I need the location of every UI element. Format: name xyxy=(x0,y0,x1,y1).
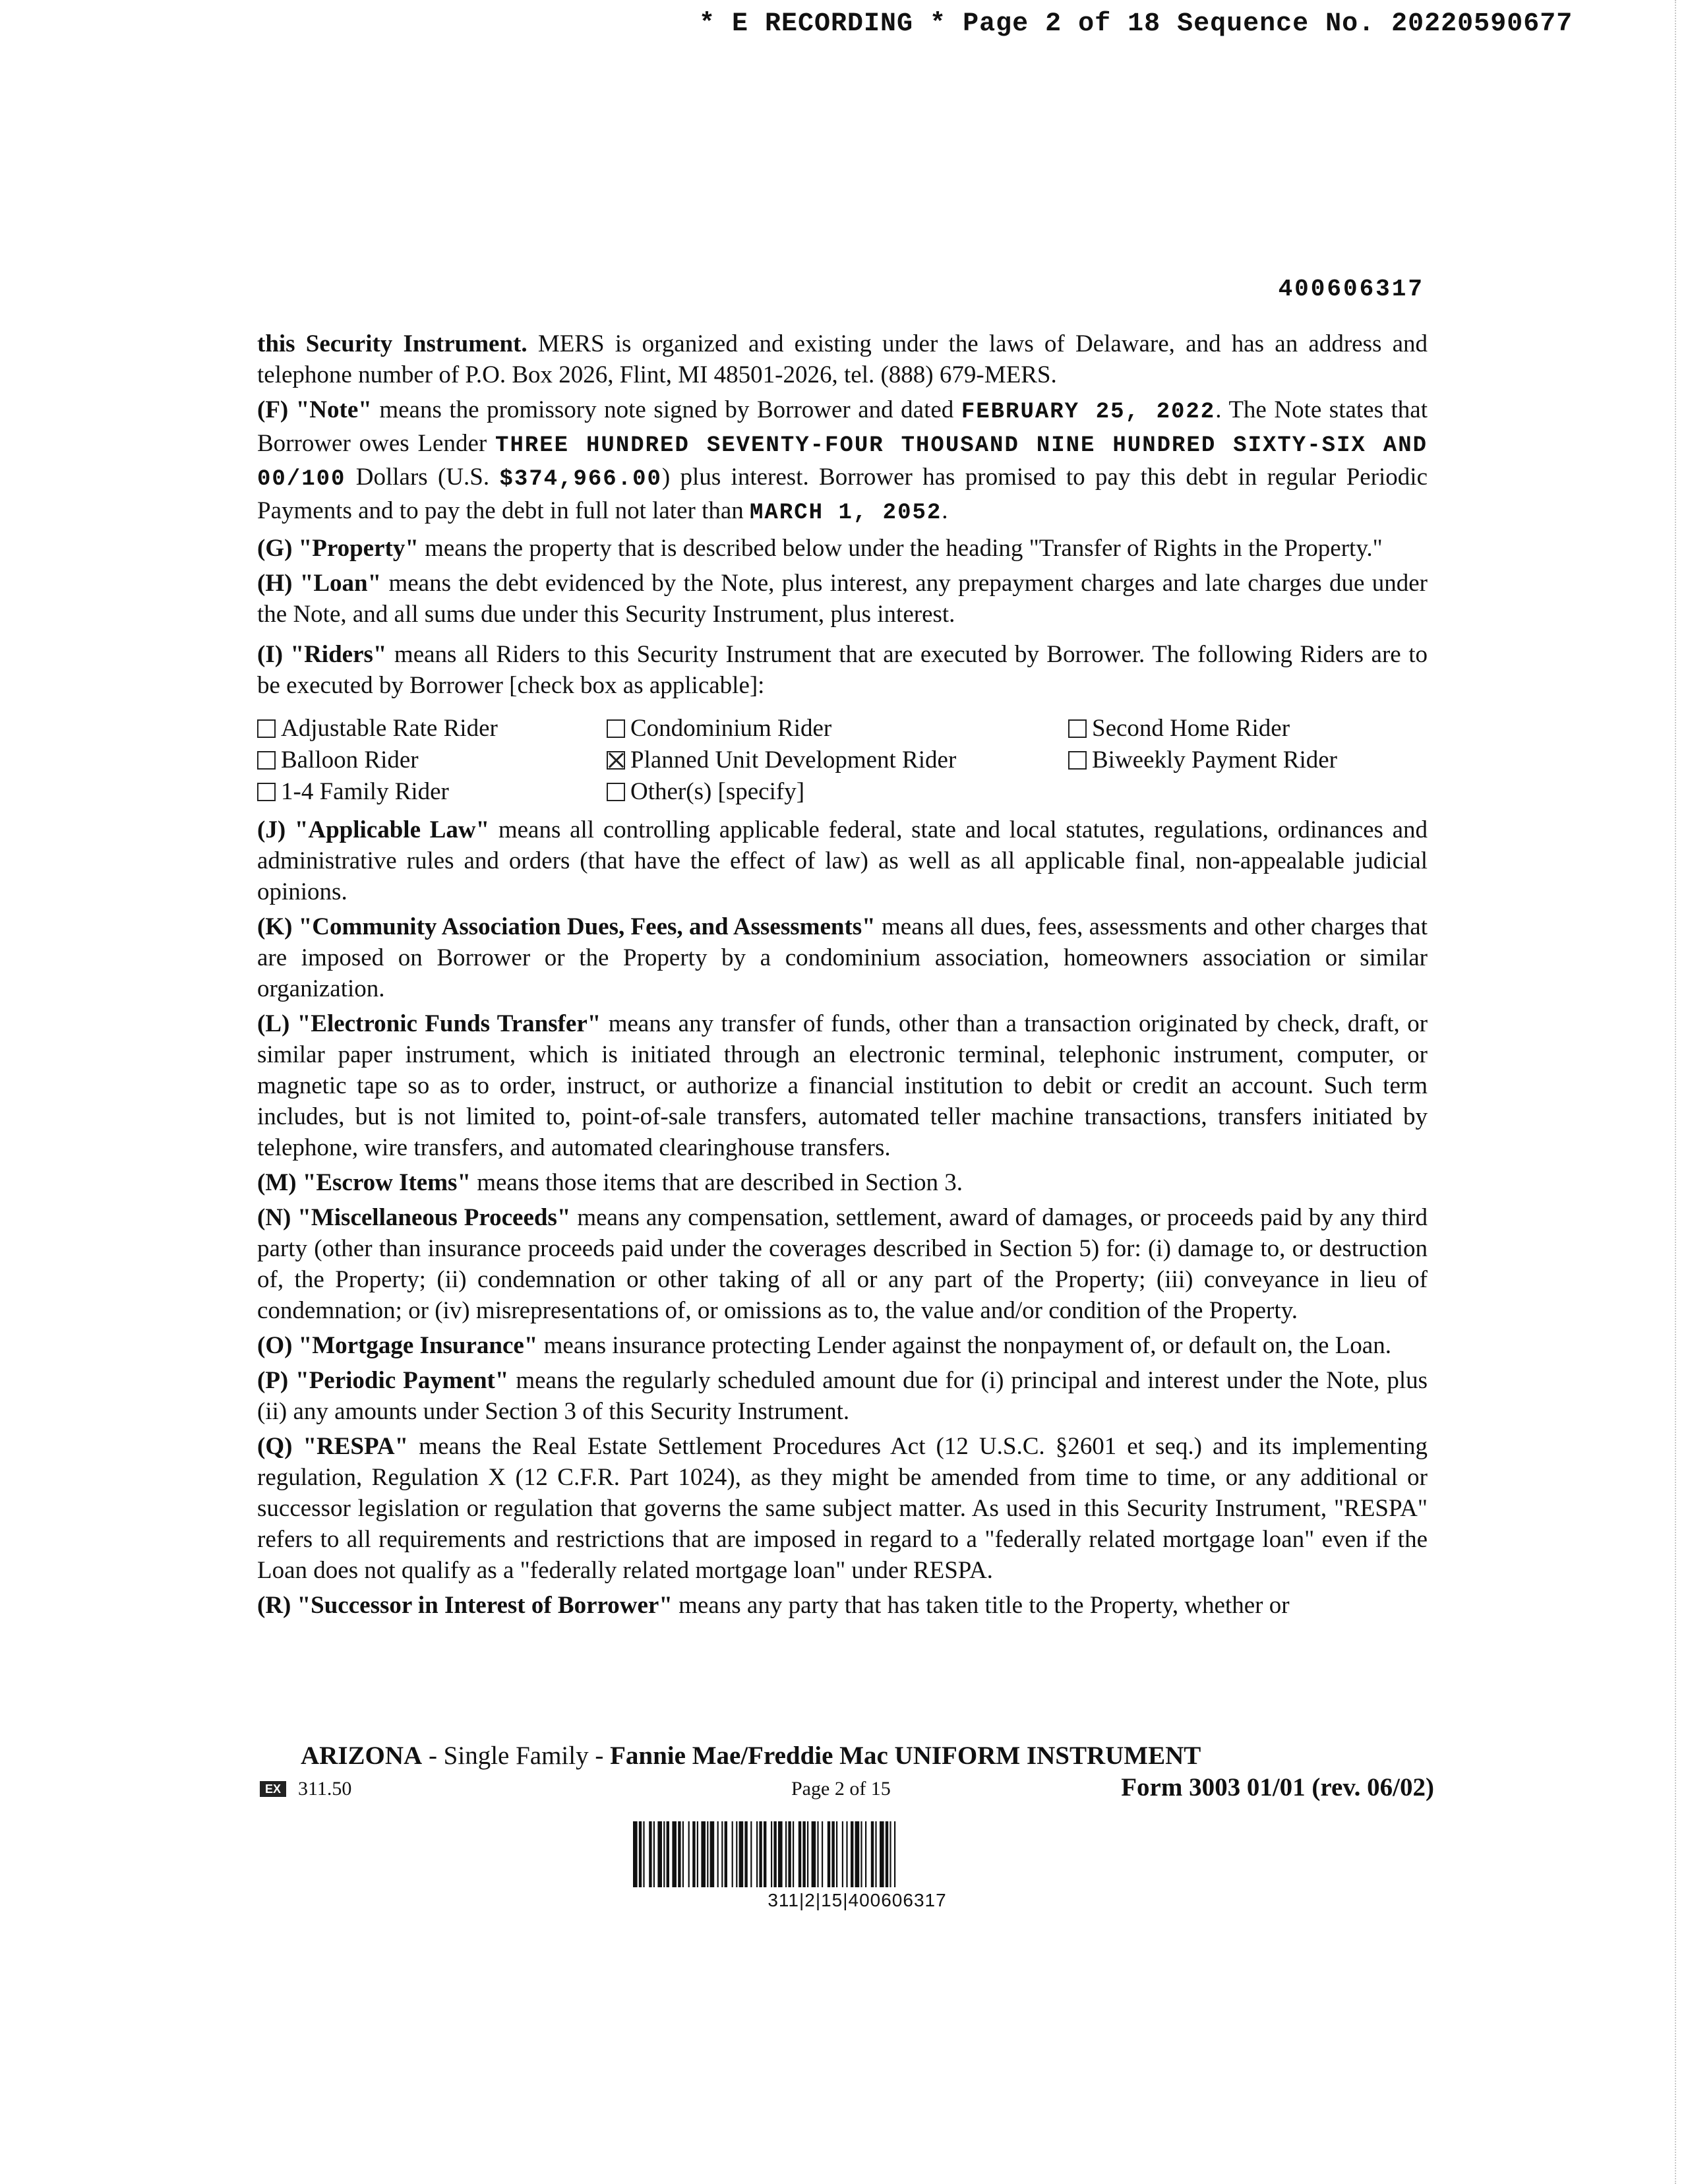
rider-label: Balloon Rider xyxy=(281,746,419,774)
checkbox-icon xyxy=(257,783,276,801)
applicable-law-label: (J) "Applicable Law" xyxy=(257,816,490,843)
rider-planned-unit-development[interactable] xyxy=(607,744,1068,776)
paragraph-intro-label: this Security Instrument. xyxy=(257,330,528,357)
applicable-law-text: means all controlling applicable federal, state and local statutes, regulations, ordinances and administrative rules and orders (that have the effect of law) as well as all applicable final, non-appealable judicial opinions. xyxy=(257,816,1428,905)
paragraph-mortgage-insurance xyxy=(257,1330,1428,1361)
rider-condominium[interactable] xyxy=(607,713,1068,744)
rider-biweekly-payment[interactable] xyxy=(1068,744,1428,776)
checkbox-icon xyxy=(257,719,276,738)
footer-title xyxy=(301,1741,1201,1771)
rider-label: 1-4 Family Rider xyxy=(281,778,449,805)
paragraph-riders xyxy=(257,639,1428,701)
barcode xyxy=(633,1821,1081,1911)
misc-proceeds-text: means any compensation, settlement, award of damages, or proceeds paid by any third party (other than insurance proceeds paid under the coverages described in Section 5) for: (i) damage to, or destruction of, the Property; (ii) condemnation or other taking of all or any part of the Property; (iii) conveyance in lieu of condemnation; or (iv) misrepresentations of, or omissions as to, the value and/or condition of the Property. xyxy=(257,1204,1428,1324)
paragraph-eft xyxy=(257,1008,1428,1163)
misc-proceeds-label: (N) "Miscellaneous Proceeds" xyxy=(257,1204,571,1231)
community-dues-text: means all dues, fees, assessments and other charges that are imposed on Borrower or the Property by a condominium association, homeowners association or similar organization. xyxy=(257,913,1428,1002)
checkbox-icon xyxy=(1068,719,1087,738)
checkbox-checked-icon xyxy=(607,751,625,770)
note-text-1: means the promissory note signed by Borrower and dated xyxy=(371,396,961,423)
note-text-3: Dollars (U.S. xyxy=(346,464,500,491)
ellie-mae-logo-icon: EX xyxy=(260,1781,286,1797)
riders-checklist xyxy=(257,713,1428,808)
periodic-payment-label: (P) "Periodic Payment" xyxy=(257,1367,509,1394)
rider-adjustable-rate[interactable] xyxy=(257,713,607,744)
riders-label: (I) "Riders" xyxy=(257,641,387,668)
barcode-text: 311|2|15|400606317 xyxy=(768,1890,947,1910)
checkbox-icon xyxy=(607,719,625,738)
footer-separator: - Single Family - xyxy=(422,1742,611,1770)
riders-text: means all Riders to this Security Instrument that are executed by Borrower. The following Riders are to be executed by Borrower [check box as applicable]: xyxy=(257,641,1428,699)
escrow-items-text: means those items that are described in Section 3. xyxy=(471,1169,963,1196)
paragraph-intro xyxy=(257,328,1428,390)
checkbox-icon xyxy=(607,783,625,801)
paragraph-applicable-law xyxy=(257,814,1428,907)
rider-label: Planned Unit Development Rider xyxy=(630,746,957,774)
footer-row xyxy=(257,1773,1434,1805)
note-text-5: . xyxy=(942,497,948,524)
successor-text: means any party that has taken title to the Property, whether or xyxy=(672,1592,1290,1619)
footer-state: ARIZONA xyxy=(301,1742,423,1770)
note-amount: $374,966.00 xyxy=(499,467,662,492)
paragraph-community-dues xyxy=(257,911,1428,1004)
paragraph-property xyxy=(257,533,1428,564)
eft-text: means any transfer of funds, other than a transaction originated by check, draft, or similar paper instrument, which is initiated through an electronic terminal, telephonic instrument, computer, or magnetic tape so as to order, instruct, or authorize a financial institution to debit or credit an account. Such term includes, but is not limited to, point-of-sale transfers, automated teller machine transactions, transfers initiated by telephone, wire transfers, and automated clearinghouse transfers. xyxy=(257,1010,1428,1161)
rider-other[interactable] xyxy=(607,776,1068,808)
property-text: means the property that is described below under the heading "Transfer of Rights in the Property." xyxy=(418,535,1383,562)
loan-label: (H) "Loan" xyxy=(257,570,382,597)
property-label: (G) "Property" xyxy=(257,535,419,562)
rider-label: Other(s) [specify] xyxy=(630,778,805,805)
footer-page-number: Page 2 of 15 xyxy=(791,1778,891,1800)
note-date: FEBRUARY 25, 2022 xyxy=(961,400,1216,425)
note-label: (F) "Note" xyxy=(257,396,372,423)
footer-code: 311.50 xyxy=(298,1778,352,1800)
paragraph-misc-proceeds xyxy=(257,1202,1428,1326)
respa-label: (Q) "RESPA" xyxy=(257,1433,409,1460)
rider-second-home[interactable] xyxy=(1068,713,1428,744)
checkbox-icon xyxy=(1068,751,1087,770)
footer-code-group xyxy=(260,1778,351,1800)
note-maturity-date: MARCH 1, 2052 xyxy=(750,501,942,526)
page-edge-divider xyxy=(1675,0,1688,2184)
successor-label: (R) "Successor in Interest of Borrower" xyxy=(257,1592,673,1619)
paragraph-periodic-payment xyxy=(257,1365,1428,1427)
paragraph-successor xyxy=(257,1590,1428,1621)
community-dues-label: (K) "Community Association Dues, Fees, and Assessments" xyxy=(257,913,876,940)
note-amount-words: THREE HUNDRED SEVENTY-FOUR THOUSAND NINE HUNDRED SIXTY-SIX AND 00/100 xyxy=(257,433,1428,492)
paragraph-loan xyxy=(257,568,1428,630)
rider-label: Second Home Rider xyxy=(1092,715,1290,742)
periodic-payment-text: means the regularly scheduled amount due for (i) principal and interest under the Note, plus (ii) any amounts under Section 3 of this Security Instrument. xyxy=(257,1367,1428,1425)
paragraph-note xyxy=(257,394,1428,529)
respa-text: means the Real Estate Settlement Procedures Act (12 U.S.C. §2601 et seq.) and its implementing regulation, Regulation X (12 C.F.R. Part 1024), as they might be amended from time to time, or any additional or successor legislation or regulation that governs the same subject matter. As used in this Security Instrument, "RESPA" refers to all requirements and restrictions that are imposed in regard to a "federally related mortgage loan" even if the Loan does not qualify as a "federally related mortgage loan" under RESPA. xyxy=(257,1433,1428,1584)
barcode-icon xyxy=(633,1821,1081,1887)
escrow-items-label: (M) "Escrow Items" xyxy=(257,1169,471,1196)
loan-number: 400606317 xyxy=(1278,276,1424,303)
paragraph-respa xyxy=(257,1431,1428,1586)
rider-label: Condominium Rider xyxy=(630,715,832,742)
rider-label: Adjustable Rate Rider xyxy=(281,715,498,742)
note-text-2: . The Note states that Borrower owes Lender xyxy=(257,396,1428,457)
note-text-4: ) plus interest. Borrower has promised to pay this debt in regular Periodic Payments and to pay the debt in full not later than xyxy=(257,464,1428,524)
rider-label: Biweekly Payment Rider xyxy=(1092,746,1337,774)
footer-form-number: Form 3003 01/01 (rev. 06/02) xyxy=(1121,1773,1434,1802)
loan-text: means the debt evidenced by the Note, plus interest, any prepayment charges and late charges due under the Note, and all sums due under this Security Instrument, plus interest. xyxy=(257,570,1428,628)
footer-instrument: Fannie Mae/Freddie Mac UNIFORM INSTRUMENT xyxy=(610,1742,1201,1770)
rider-balloon[interactable] xyxy=(257,744,607,776)
recording-header: * E RECORDING * Page 2 of 18 Sequence No. 20220590677 xyxy=(699,9,1573,39)
paragraph-intro-text: MERS is organized and existing under the laws of Delaware, and has an address and telephone number of P.O. Box 2026, Flint, MI 48501-2026, tel. (888) 679-MERS. xyxy=(257,330,1428,388)
mortgage-insurance-text: means insurance protecting Lender against the nonpayment of, or default on, the Loan. xyxy=(537,1332,1391,1359)
mortgage-insurance-label: (O) "Mortgage Insurance" xyxy=(257,1332,538,1359)
rider-1-4-family[interactable] xyxy=(257,776,607,808)
checkbox-icon xyxy=(257,751,276,770)
eft-label: (L) "Electronic Funds Transfer" xyxy=(257,1010,601,1037)
document-body xyxy=(257,328,1428,1625)
paragraph-escrow-items xyxy=(257,1167,1428,1198)
